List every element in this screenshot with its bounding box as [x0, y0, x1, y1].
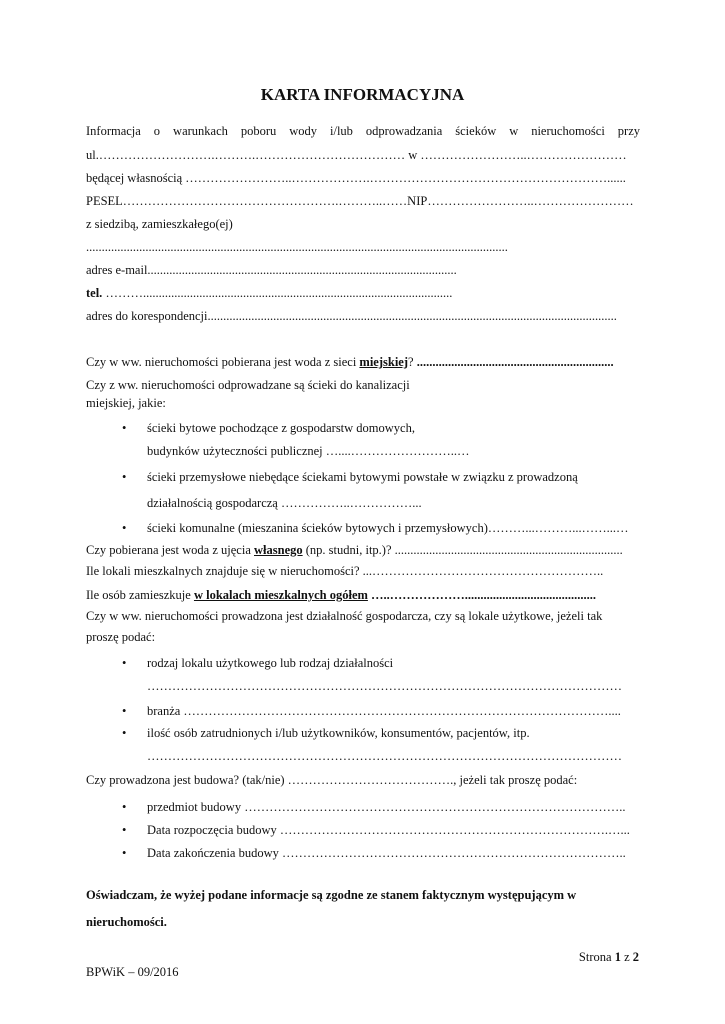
- sewage-industrial-label: ścieki przemysłowe niebędące ściekami bytowymi powstałe w związku z prowadzoną: [147, 470, 578, 484]
- phone-dots: ………...................................................................................................: [102, 286, 453, 300]
- question-text: Czy w ww. nieruchomości pobierana jest woda z sieci: [86, 355, 360, 369]
- bullet-icon: •: [122, 521, 127, 535]
- bullet-icon: •: [122, 421, 127, 435]
- question-text: Ile osób zamieszkuje: [86, 588, 194, 602]
- correspondence-address-field[interactable]: adres do korespondencji...................................................................................................................................: [86, 309, 617, 323]
- emphasis-own: własnego: [254, 543, 303, 557]
- bullet-icon: •: [122, 470, 127, 484]
- answer-dots: ...............................................................: [416, 355, 614, 369]
- question-business: Czy w ww. nieruchomości prowadzona jest działalność gospodarcza, czy są lokale użytkowe, jeżeli tak: [86, 609, 603, 623]
- question-construction[interactable]: Czy prowadzona jest budowa? (tak/nie) …………………………………., jeżeli tak proszę podać:: [86, 773, 578, 787]
- question-own-intake[interactable]: [86, 542, 640, 558]
- intro-line: Informacja o warunkach poboru wody i/lub odprowadzania ścieków w nieruchomości przy: [86, 124, 640, 138]
- business-type-field[interactable]: ……………………………………………………………………………………………………: [147, 679, 622, 693]
- bullet-icon: •: [122, 656, 127, 670]
- seat-field[interactable]: .......................................................................................................................................: [86, 240, 508, 254]
- industry-field[interactable]: branża …………………………………………………………………………………………....: [147, 704, 621, 718]
- pesel-nip-field[interactable]: PESEL…………………………………………….………..……NIP……………………..……………………: [86, 194, 634, 208]
- question-business-cont: proszę podać:: [86, 630, 156, 644]
- question-sewage: Czy z ww. nieruchomości odprowadzane są ścieki do kanalizacji: [86, 378, 410, 392]
- emphasis-city: miejskiej: [359, 355, 409, 369]
- declaration-cont: nieruchomości.: [86, 915, 167, 929]
- sewage-industrial-field[interactable]: działalnością gospodarczą ……………..……………...: [147, 496, 422, 510]
- construction-subject-field[interactable]: przedmiot budowy ………………………………………………………………………………..: [147, 800, 626, 814]
- owner-field[interactable]: będącej własnością ……………………..……………….…………………………………………………......: [86, 171, 626, 185]
- bullet-icon: •: [122, 846, 127, 860]
- people-count-field[interactable]: ……………………………………………………………………………………………………: [147, 749, 622, 763]
- street-field[interactable]: ul.……………………….……….……………………………… w ……………………..……………………: [86, 148, 627, 162]
- bullet-icon: •: [122, 823, 127, 837]
- construction-start-field[interactable]: Data rozpoczęcia budowy …………………………………………………………………….…...: [147, 823, 630, 837]
- bullet-icon: •: [122, 800, 127, 814]
- construction-end-field[interactable]: Data zakończenia budowy ………………………………………………………………………..: [147, 846, 626, 860]
- phone-field[interactable]: [86, 285, 640, 301]
- document-code: BPWiK – 09/2016: [86, 965, 179, 979]
- bullet-icon: •: [122, 704, 127, 718]
- page-prefix: Strona: [578, 950, 615, 964]
- page-separator: z: [620, 950, 633, 964]
- answer-dots: …..………………..........................................: [367, 588, 597, 602]
- answer-dots: (np. studni, itp.)? .........................................................................: [302, 543, 623, 557]
- sewage-municipal-field[interactable]: ścieki komunalne (mieszanina ścieków bytowych i przemysłowych)………...………...……...…: [147, 521, 629, 535]
- question-persons[interactable]: [86, 587, 640, 603]
- business-type-label: rodzaj lokalu użytkowego lub rodzaj działalności: [147, 656, 394, 670]
- seat-label: z siedzibą, zamieszkałego(ej): [86, 217, 233, 231]
- document-title: KARTA INFORMACYJNA: [260, 85, 465, 104]
- question-flats[interactable]: Ile lokali mieszkalnych znajduje się w nieruchomości? ...………………………………………………..: [86, 564, 604, 578]
- question-text: Czy pobierana jest woda z ujęcia: [86, 543, 254, 557]
- page-number: [579, 950, 639, 965]
- emphasis-residential: w lokalach mieszkalnych ogółem: [193, 588, 368, 602]
- declaration: Oświadczam, że wyżej podane informacje są zgodne ze stanem faktycznym występującym w: [86, 888, 577, 902]
- page-total: 2: [632, 950, 639, 964]
- sewage-domestic-field[interactable]: budynków użyteczności publicznej …....……………………..…: [147, 444, 470, 458]
- question-sewage-cont: miejskiej, jakie:: [86, 396, 166, 410]
- people-count-label: ilość osób zatrudnionych i/lub użytkowników, konsumentów, pacjentów, itp.: [147, 726, 530, 740]
- question-text-end: ?: [408, 355, 417, 369]
- phone-label: tel.: [86, 286, 103, 300]
- question-city-water[interactable]: [86, 354, 640, 370]
- sewage-domestic-label: ścieki bytowe pochodzące z gospodarstw domowych,: [147, 421, 415, 435]
- page-current: 1: [614, 950, 621, 964]
- bullet-icon: •: [122, 726, 127, 740]
- email-field[interactable]: adres e-mail...................................................................................................: [86, 263, 457, 277]
